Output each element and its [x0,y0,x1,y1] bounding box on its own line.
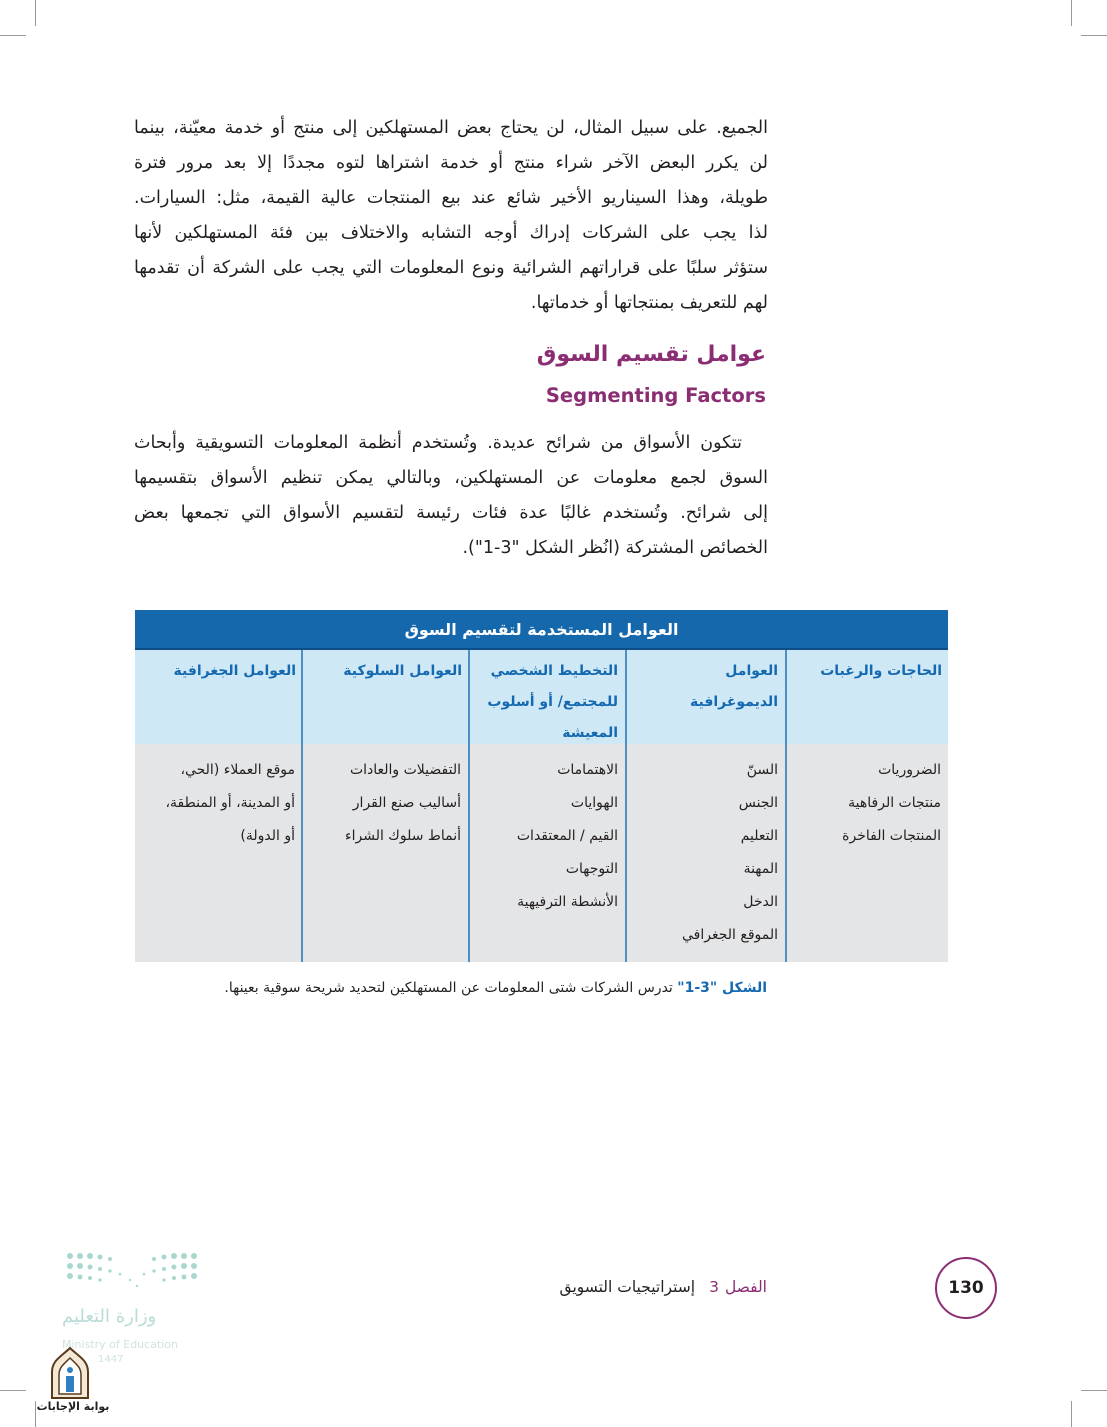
list-item: الجنس [738,795,778,811]
column-divider [785,650,787,962]
column-divider [301,650,303,962]
text-line: طويلة، وهذا السيناريو الأخير شائع عند بيع المنتجات عالية القيمة، مثل: السيارات. [134,188,768,208]
list-item: أنماط سلوك الشراء [345,828,461,844]
column-items-demographic [682,754,778,952]
crop-mark-bottom-right-v [1071,1401,1072,1427]
watermark-text: بوابة الإجابات [36,1400,110,1413]
chapter-title: إستراتيجيات التسويق [559,1278,696,1296]
column-header-behavioral: العوامل السلوكية [343,663,462,679]
list-item: منتجات الرفاهية [848,795,941,811]
figure-caption-text: تدرس الشركات شتى المعلومات عن المستهلكين لتحديد شريحة سوقية بعينها. [224,980,678,996]
section-title-arabic: عوامل تقسيم السوق [536,342,766,367]
list-item: الدخل [743,894,778,910]
crop-mark-bottom-right-h [1081,1390,1107,1391]
crop-mark-top-left-v [35,0,36,26]
list-item: الهوايات [570,795,618,811]
list-item: السنّ [746,762,778,778]
chapter-footer [560,1278,767,1296]
crop-mark-top-left-h [0,35,26,36]
list-item: التعليم [740,828,778,844]
column-header-geographic: العوامل الجغرافية [173,663,296,679]
column-divider [468,650,470,962]
ministry-year: 1447 [98,1354,124,1365]
logo-dots-icon [62,1250,200,1294]
text-line: لن يكرر البعض الآخر شراء منتج أو خدمة اشتراها لتوه مجددًا إلا بعد مرور فترة [134,153,768,173]
text-line: لهم للتعريف بمنتجاتها أو خدماتها. [530,293,768,313]
column-header-needs: الحاجات والرغبات [820,663,942,679]
page-number: 130 [935,1257,997,1319]
column-header-lifestyle: التخطيط الشخصي للمجتمع/ أو أسلوب المعيشة [487,663,618,741]
text-line: ستؤثر سلبًا على قراراتهم الشرائية ونوع المعلومات التي يجب على الشركة أن تقدمها [134,258,768,278]
list-item: التفضيلات والعادات [349,762,461,778]
chapter-number: 3 [709,1278,719,1296]
list-item: موقع العملاء (الحي، [180,762,295,778]
mosque-icon [48,1346,92,1400]
column-header-demographic: العوامل الديموغرافية [689,663,778,710]
list-item: التوجهات [565,861,618,877]
list-item: المنتجات الفاخرة [842,828,941,844]
chapter-label: الفصل [724,1278,767,1296]
list-item: القيم / المعتقدات [516,828,618,844]
segmenting-paragraph [134,426,768,566]
figure-caption [224,980,767,996]
list-item: الاهتمامات [557,762,618,778]
segmenting-factors-table [135,610,948,962]
column-items-lifestyle [517,754,618,919]
text-line: إلى شرائح. وتُستخدم غالبًا عدة فئات رئيسة لتقسيم الأسواق التي تجمعها بعض [134,503,768,523]
column-items-needs [842,754,941,853]
column-items-behavioral [345,754,461,853]
ministry-name-arabic: وزارة التعليم [62,1306,157,1327]
table-title: العوامل المستخدمة لتقسيم السوق [135,610,948,650]
ministry-name-english: Ministry of Education [62,1338,179,1351]
column-items-geographic [166,754,295,853]
section-title-english: Segmenting Factors [545,384,766,407]
list-item: أساليب صنع القرار [352,795,461,811]
crop-mark-bottom-left-h [0,1390,26,1391]
text-line: الخصائص المشتركة (انُظر الشكل "3-1"). [462,538,768,558]
table-body [135,650,948,962]
site-watermark [34,1346,112,1426]
text-line: لذا يجب على الشركات إدراك أوجه التشابه والاختلاف بين فئة المستهلكين لأنها [134,223,768,243]
text-line: الجميع. على سبيل المثال، لن يحتاج بعض المستهلكين إلى منتج أو خدمة معيّنة، بينما [134,118,768,138]
intro-paragraph [134,111,768,321]
crop-mark-top-right-v [1071,0,1072,26]
list-item: الموقع الجغرافي [682,927,778,943]
text-line: تتكون الأسواق من شرائح عديدة. وتُستخدم أنظمة المعلومات التسويقية وأبحاث [134,433,742,453]
figure-label: الشكل "3-1" [677,980,767,996]
list-item: المهنة [743,861,778,877]
list-item: أو الدولة) [240,828,295,844]
list-item: أو المدينة، أو المنطقة، [165,795,295,811]
crop-mark-top-right-h [1081,35,1107,36]
list-item: الضروريات [878,762,941,778]
text-line: السوق لجمع معلومات عن المستهلكين، وبالتالي يمكن تنظيم الأسواق بتقسيمها [134,468,768,488]
list-item: الأنشطة الترفيهية [517,894,618,910]
column-divider [625,650,627,962]
